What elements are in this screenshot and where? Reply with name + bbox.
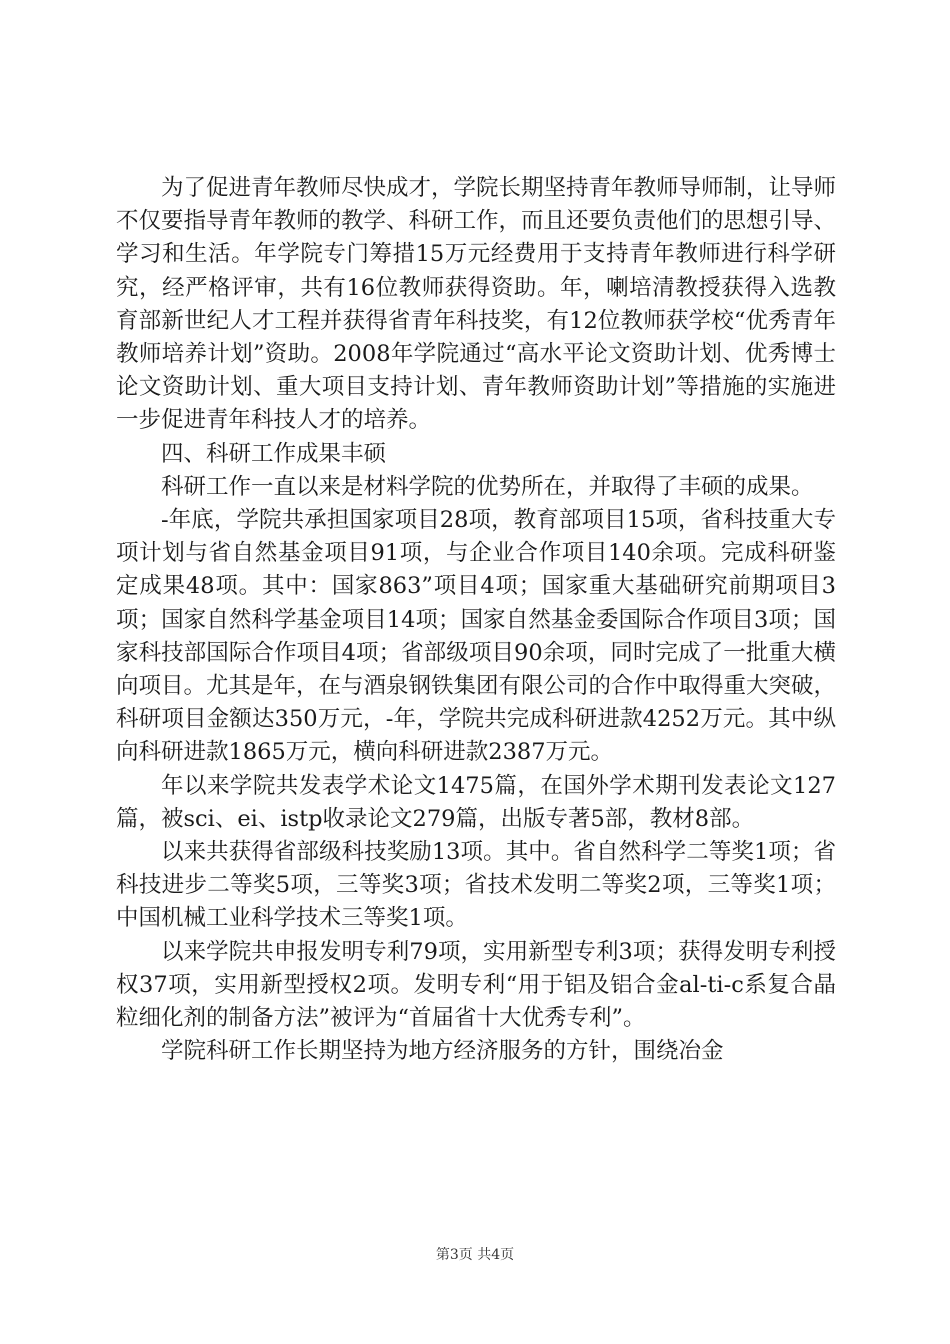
section-heading-research-results: 四、科研工作成果丰硕: [161, 440, 387, 467]
document-body: [116, 172, 836, 1068]
paragraph-projects: -年底，学院共承担国家项目28项，教育部项目15项，省科技重大专项计划与省自然基金项目91项，与企业合作项目140余项。完成科研鉴定成果48项。其中：国家863”项目4项；国家重大基础研究前期项目3项；国家自然科学基金项目14项；国家自然基金委国际合作项目3项；国家科技部国际合作项目4项；省部级项目90余项，同时完成了一批重大横向项目。尤其是年，在与酒泉钢铁集团有限公司的合作中取得重大突破，科研项目金额达350万元，-年，学院共完成科研进款4252万元。其中纵向科研进款1865万元，横向科研进款2387万元。: [116, 507, 837, 766]
paragraph-publications: 年以来学院共发表学术论文1475篇，在国外学术期刊发表论文127篇，被sci、ei、istp收录论文279篇，出版专著5部，教材8部。: [116, 772, 836, 832]
paragraph-local-service: 学院科研工作长期坚持为地方经济服务的方针，围绕冶金: [161, 1038, 724, 1065]
paragraph-mentorship: 为了促进青年教师尽快成才，学院长期坚持青年教师导师制，让导师不仅要指导青年教师的教学、科研工作，而且还要负责他们的思想引导、学习和生活。年学院专门筹措15万元经费用于支持青年教师进行科学研究，经严格评审，共有16位教师获得资助。年，喇培清教授获得入选教育部新世纪人才工程并获得省青年科技奖，有12位教师获学校“优秀青年教师培养计划”资助。2008年学院通过“高水平论文资助计划、优秀博士论文资助计划、重大项目支持计划、青年教师资助计划”等措施的实施进一步促进青年科技人才的培养。: [116, 175, 837, 434]
paragraph-patents: 以来学院共申报发明专利79项，实用新型专利3项；获得发明专利授权37项，实用新型授权2项。发明专利“用于铝及铝合金al-ti-c系复合晶粒细化剂的制备方法”被评为“首届省十大优秀专利”。: [116, 938, 836, 1032]
paragraph-awards: 以来共获得省部级科技奖励13项。其中。省自然科学二等奖1项；省科技进步二等奖5项，三等奖3项；省技术发明二等奖2项，三等奖1项；中国机械工业科学技术三等奖1项。: [116, 839, 836, 932]
page-number-footer: 第3页 共4页: [435, 1247, 515, 1263]
paragraph-research-advantage: 科研工作一直以来是材料学院的优势所在，并取得了丰硕的成果。: [161, 473, 814, 500]
